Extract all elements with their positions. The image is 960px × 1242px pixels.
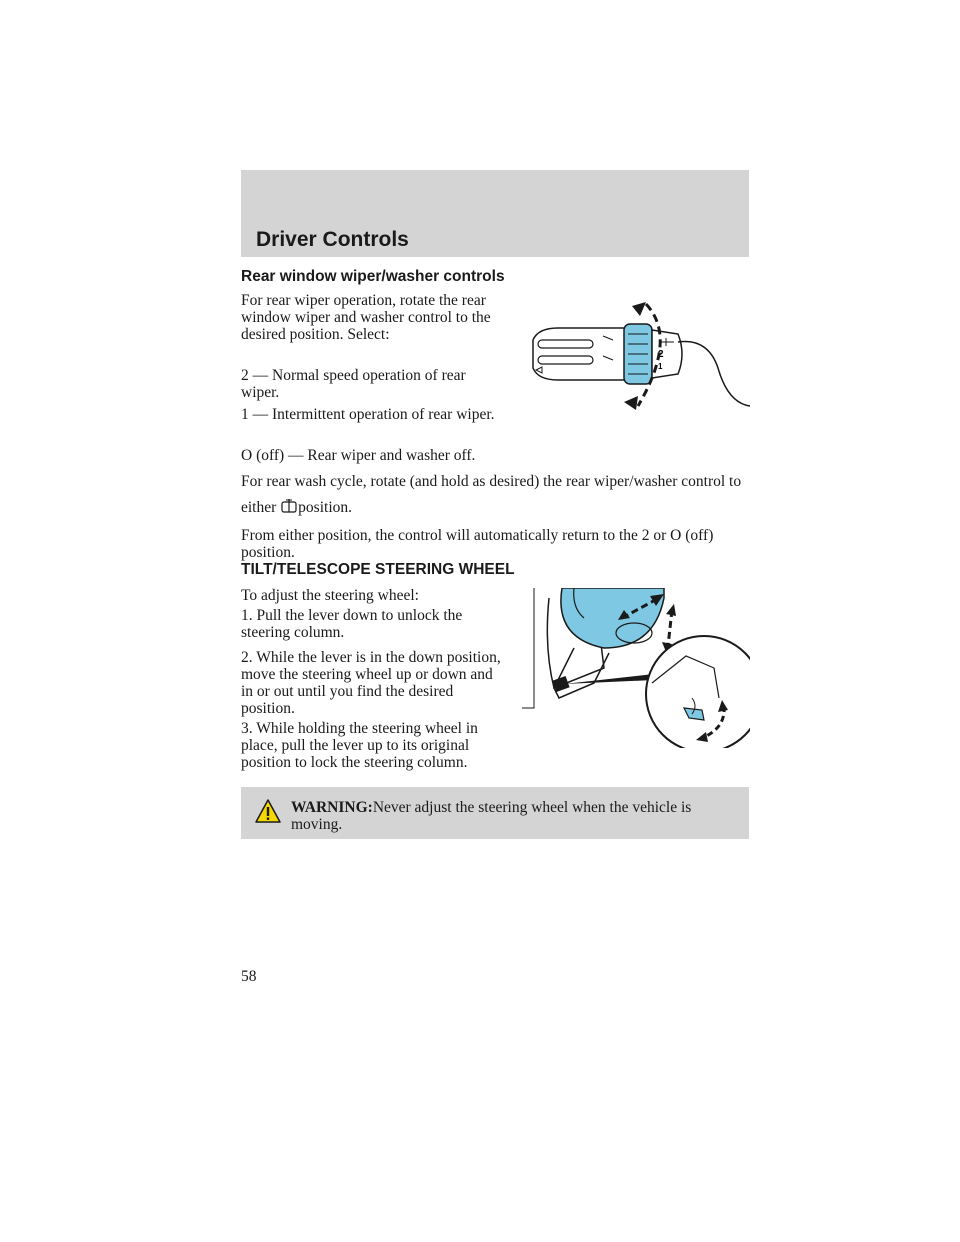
tilt-intro-text: To adjust the steering wheel: xyxy=(241,587,419,604)
tilt-step-3-text: 3. While holding the steering wheel in place, pull the lever up to its original position to lock the steering column. xyxy=(241,720,478,771)
warning-text xyxy=(291,799,741,833)
warning-message: Never adjust the steering wheel when the vehicle is moving. xyxy=(291,799,692,833)
wiper-section-heading: Rear window wiper/washer controls xyxy=(241,268,505,285)
wiper-position-1-text: 1 — Intermittent operation of rear wiper. xyxy=(241,406,495,423)
tilt-steering-wheel-diagram xyxy=(514,588,750,748)
warning-box xyxy=(241,787,749,839)
return-position-text: From either position, the control will automatically return to the 2 or O (off) position. xyxy=(241,527,714,561)
rear-wiper-stalk-diagram xyxy=(528,298,750,413)
rear-washer-icon xyxy=(280,499,298,513)
wash-cycle-text-after: position. xyxy=(298,499,352,516)
section-title: Driver Controls xyxy=(256,228,409,251)
page-number: 58 xyxy=(241,968,257,985)
wiper-position-2-text: 2 — Normal speed operation of rear wiper. xyxy=(241,367,466,401)
wiper-position-off-text: O (off) — Rear wiper and washer off. xyxy=(241,447,476,464)
stalk-label-1: 1 xyxy=(658,362,663,371)
wash-cycle-text-before: For rear wash cycle, rotate (and hold as desired) the rear wiper/washer control to either xyxy=(241,473,742,516)
wash-cycle-text xyxy=(241,469,749,521)
wiper-intro-text: For rear wiper operation, rotate the rear window wiper and washer control to the desired position. Select: xyxy=(241,292,491,343)
warning-triangle-icon xyxy=(255,799,281,823)
tilt-step-1-text: 1. Pull the lever down to unlock the steering column. xyxy=(241,607,463,641)
stalk-label-2: 2 xyxy=(658,349,664,360)
tilt-section-heading: TILT/TELESCOPE STEERING WHEEL xyxy=(241,561,515,578)
tilt-step-2-text: 2. While the lever is in the down position, move the steering wheel up or down and in or out until you find the desired position. xyxy=(241,649,501,717)
warning-label: WARNING: xyxy=(291,799,373,816)
